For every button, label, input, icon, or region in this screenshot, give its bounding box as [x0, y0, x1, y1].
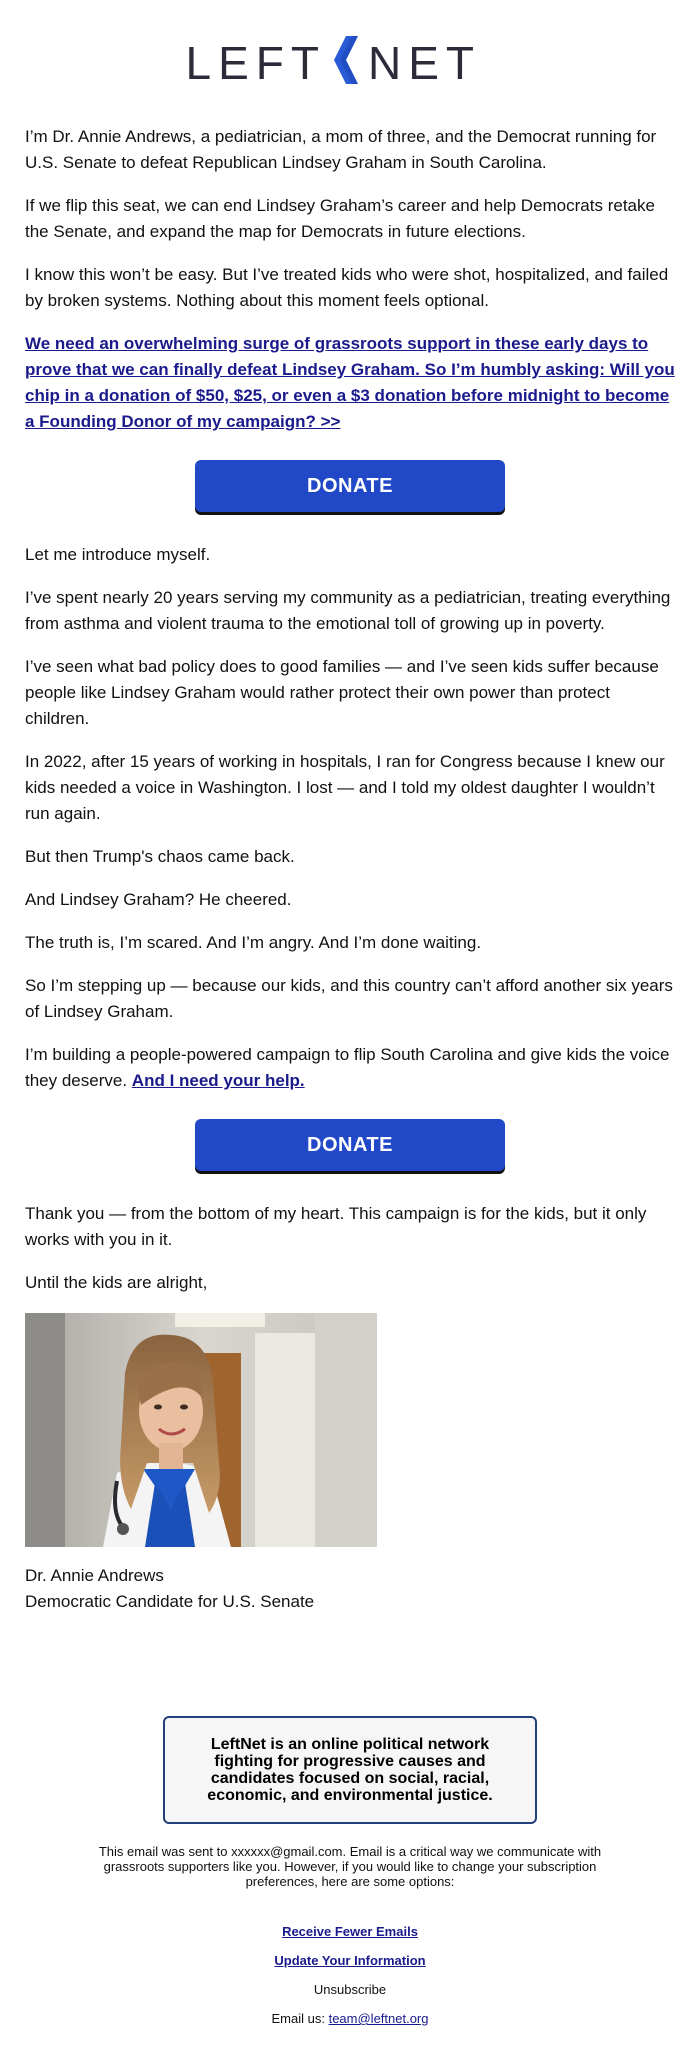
people-powered-text: I’m building a people-powered campaign to flip South Carolina and give kids the voice they deserve.	[25, 1045, 670, 1090]
email-us-row	[0, 2011, 700, 2026]
contact-email-link[interactable]: team@leftnet.org	[328, 2011, 429, 2026]
paragraph-intro: I’m Dr. Annie Andrews, a pediatrician, a mom of three, and the Democrat running for U.S. Senate to defeat Republican Lindsey Graham in South Carolina.	[25, 127, 657, 172]
signature-title: Democratic Candidate for U.S. Senate	[25, 1592, 315, 1611]
donate-button-wrap-1	[25, 460, 675, 512]
paragraph-20-years: I’ve spent nearly 20 years serving my community as a pediatrician, treating everything from asthma and violent trauma to the emotional toll of growing up in poverty.	[25, 588, 671, 633]
subscription-notice: This email was sent to xxxxxx@gmail.com. Email is a critical way we communicate with grassroots supporters like you. However, if you would like to change your subscription preferences, here are some options:	[98, 1844, 602, 1889]
email-us-label: Email us:	[271, 2011, 325, 2026]
paragraph-thank-you: Thank you — from the bottom of my heart. This campaign is for the kids, but it only works with you in it.	[25, 1204, 647, 1249]
logo-left-text: LEFT	[185, 37, 326, 89]
email-body	[25, 124, 675, 1615]
update-information-link[interactable]: Update Your Information	[274, 1953, 426, 1968]
donate-button-second[interactable]: DONATE	[195, 1119, 505, 1171]
update-info-row	[0, 1953, 700, 1968]
donate-button[interactable]: DONATE	[195, 460, 505, 512]
leftnet-logo	[0, 32, 700, 92]
paragraph-trump: But then Trump's chaos came back.	[25, 847, 295, 866]
fewer-emails-row	[0, 1924, 700, 1939]
paragraph-truth: The truth is, I’m scared. And I’m angry. And I’m done waiting.	[25, 933, 482, 952]
donation-ask-link[interactable]: We need an overwhelming surge of grassroots support in these early days to prove that we can finally defeat Lindsey Graham. So I’m humbly asking: Will you chip in a donation of $50, $25, or even a $3 donation before midnight to become a Founding Donor of my campaign? >>	[25, 334, 675, 431]
logo-right-text: NET	[368, 37, 481, 89]
paragraph-sign-off: Until the kids are alright,	[25, 1273, 208, 1292]
unsubscribe-row	[0, 1982, 700, 1997]
leftnet-about-box	[163, 1716, 537, 1824]
about-text: LeftNet is an online political network fighting for progressive causes and candidates focused on social, racial, economic, and environmental justice.	[207, 1736, 493, 1804]
paragraph-stepping-up: So I’m stepping up — because our kids, and this country can’t afford another six years of Lindsey Graham.	[25, 976, 673, 1021]
paragraph-flip-seat: If we flip this seat, we can end Lindsey Graham’s career and help Democrats retake the Senate, and expand the map for Democrats in future elections.	[25, 196, 655, 241]
signature-name: Dr. Annie Andrews	[25, 1566, 164, 1585]
paragraph-graham-cheered: And Lindsey Graham? He cheered.	[25, 890, 292, 909]
receive-fewer-emails-link[interactable]: Receive Fewer Emails	[282, 1924, 418, 1939]
unsubscribe-link[interactable]: Unsubscribe	[313, 1982, 387, 1997]
candidate-photo	[25, 1313, 377, 1547]
paragraph-not-easy: I know this won’t be easy. But I’ve treated kids who were shot, hospitalized, and failed by broken systems. Nothing about this moment feels optional.	[25, 265, 669, 310]
paragraph-people-powered	[25, 1042, 675, 1094]
cta-paragraph	[25, 331, 675, 435]
paragraph-introduce: Let me introduce myself.	[25, 545, 211, 564]
donate-button-wrap-2	[25, 1119, 675, 1171]
need-your-help-link[interactable]: And I need your help.	[131, 1071, 305, 1090]
paragraph-bad-policy: I’ve seen what bad policy does to good families — and I’ve seen kids suffer because people like Lindsey Graham would rather protect their own power than protect children.	[25, 657, 659, 728]
paragraph-2022: In 2022, after 15 years of working in hospitals, I ran for Congress because I knew our kids needed a voice in Washington. I lost — and I told my oldest daughter I wouldn’t run again.	[25, 752, 665, 823]
candidate-portrait-image	[25, 1313, 377, 1547]
